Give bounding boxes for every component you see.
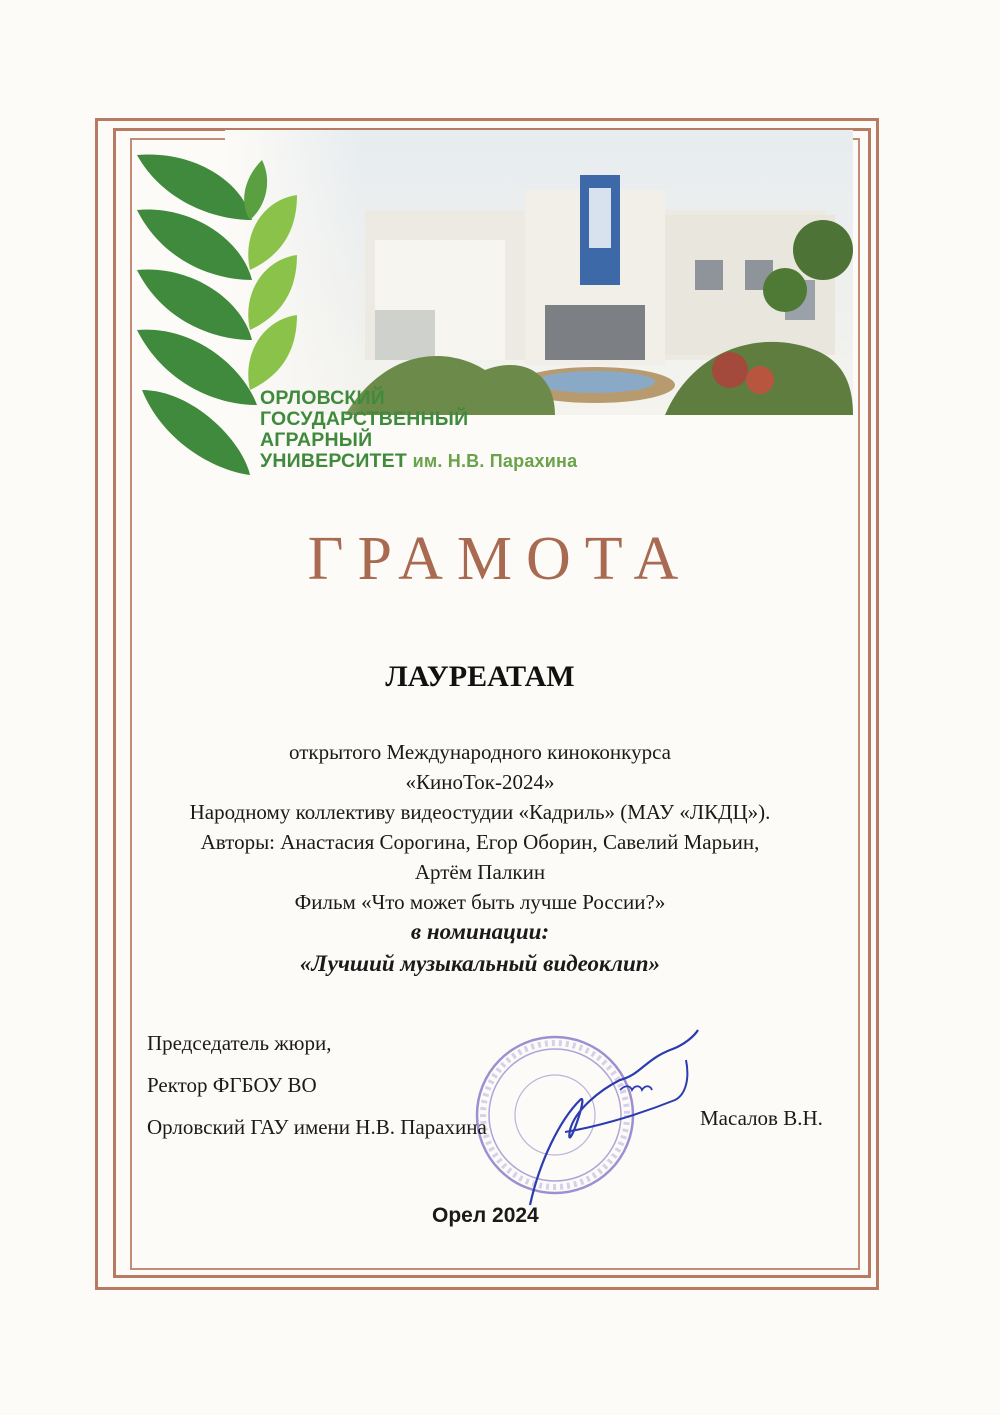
university-building-photo (225, 130, 853, 415)
certificate-title: ГРАМОТА (307, 525, 693, 593)
signatory-title-line: Орловский ГАУ имени Н.В. Парахина (147, 1115, 487, 1139)
nomination-intro: в номинации: (410, 919, 550, 944)
university-name-last-word: УНИВЕРСИТЕТ (260, 450, 407, 472)
university-name-line: АГРАРНЫЙ (260, 429, 373, 451)
place-and-year: Орел 2024 (432, 1204, 539, 1227)
award-description (0, 737, 960, 979)
signer-name: Масалов В.Н. (700, 1106, 823, 1130)
signatory-title-line: Ректор ФГБОУ ВО (147, 1073, 317, 1097)
award-line: Авторы: Анастасия Сорогина, Егор Оборин, Савелий Марьин, (200, 830, 760, 854)
university-name-line: ГОСУДАРСТВЕННЫЙ (260, 408, 469, 430)
university-name (260, 388, 577, 472)
signatory-title (147, 1022, 487, 1148)
university-name-suffix: им. Н.В. Парахина (412, 451, 578, 471)
recipient-heading: ЛАУРЕАТАМ (385, 660, 575, 693)
university-name-line (260, 451, 577, 472)
award-line: Народному коллективу видеостудии «Кадриль» (МАУ «ЛКДЦ»). (189, 800, 771, 824)
signatory-title-line: Председатель жюри, (147, 1031, 332, 1055)
university-name-line: ОРЛОВСКИЙ (260, 387, 385, 409)
award-line: Фильм «Что может быть лучше России?» (294, 890, 666, 914)
official-stamp-and-signature (470, 1020, 720, 1220)
award-line: открытого Международного киноконкурса (289, 740, 671, 764)
award-line: «КиноТок-2024» (405, 770, 555, 794)
award-line: Артём Палкин (414, 860, 546, 884)
nomination-name: «Лучший музыкальный видеоклип» (299, 951, 661, 976)
